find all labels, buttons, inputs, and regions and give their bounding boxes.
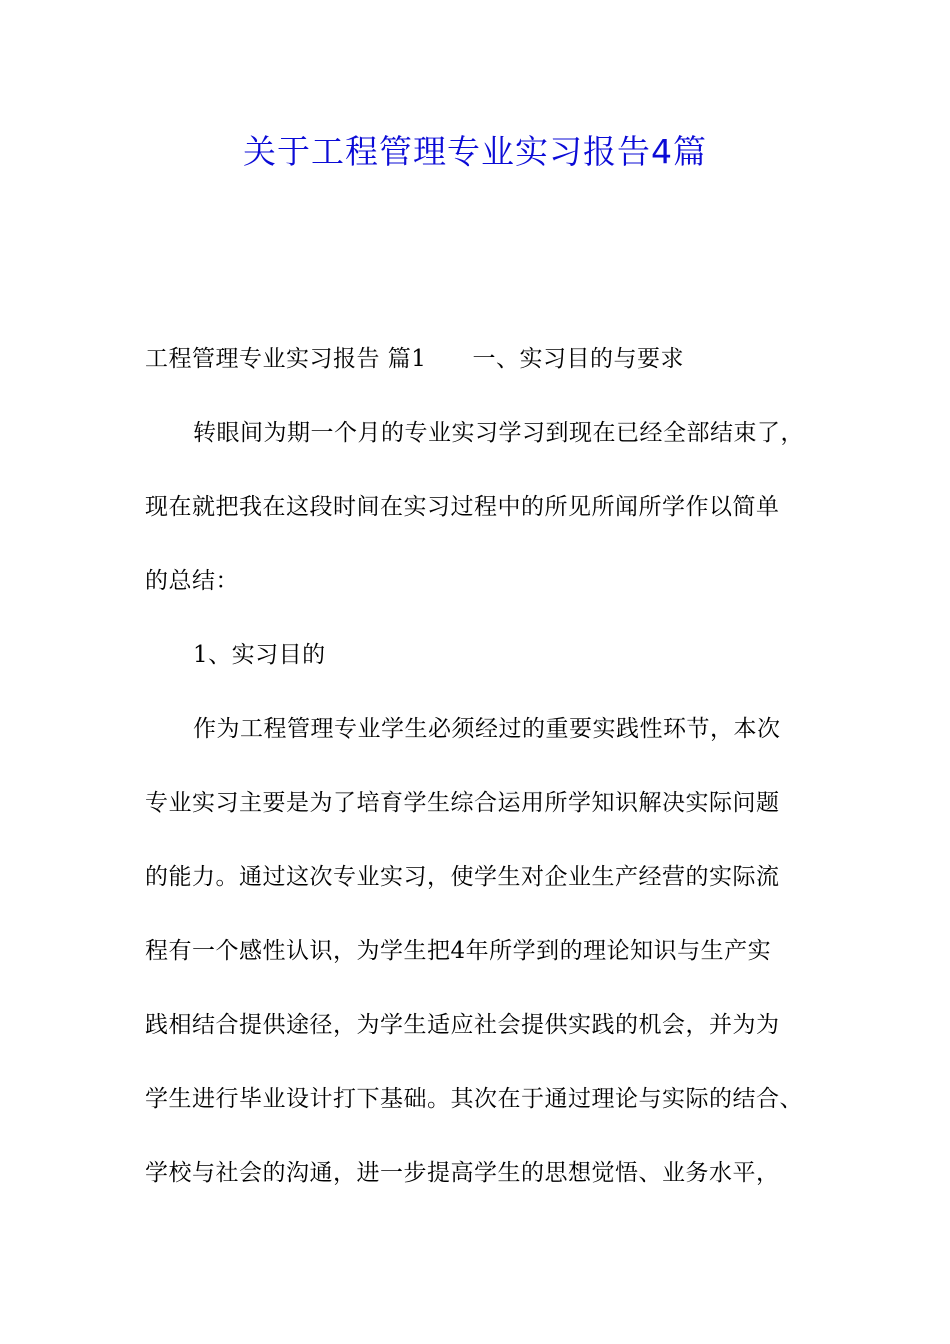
- paragraph-line: 的总结：: [145, 568, 239, 594]
- document-title: 关于工程管理专业实习报告4篇: [243, 132, 707, 171]
- report-heading: 工程管理专业实习报告 篇1: [145, 346, 427, 372]
- section-heading: 一、实习目的与要求: [472, 346, 684, 372]
- paragraph-line: 现在就把我在这段时间在实习过程中的所见所闻所学作以简单: [145, 494, 780, 520]
- paragraph-line: 程有一个感性认识，为学生把4年所学到的理论知识与生产实: [145, 938, 772, 964]
- paragraph-line: 学校与社会的沟通，进一步提高学生的思想觉悟、业务水平，: [145, 1160, 780, 1186]
- paragraph-line: 作为工程管理专业学生必须经过的重要实践性环节，本次: [193, 716, 781, 742]
- paragraph-line: 学生进行毕业设计打下基础。其次在于通过理论与实际的结合、: [145, 1086, 803, 1112]
- subsection-heading: 1、实习目的: [193, 642, 326, 668]
- paragraph-line: 专业实习主要是为了培育学生综合运用所学知识解决实际问题: [145, 790, 780, 816]
- paragraph-line: 转眼间为期一个月的专业实习学习到现在已经全部结束了，: [193, 420, 804, 446]
- paragraph-line: 的能力。通过这次专业实习，使学生对企业生产经营的实际流: [145, 864, 780, 890]
- paragraph-line: 践相结合提供途径，为学生适应社会提供实践的机会，并为为: [145, 1012, 780, 1038]
- section-heading-line: [145, 342, 684, 376]
